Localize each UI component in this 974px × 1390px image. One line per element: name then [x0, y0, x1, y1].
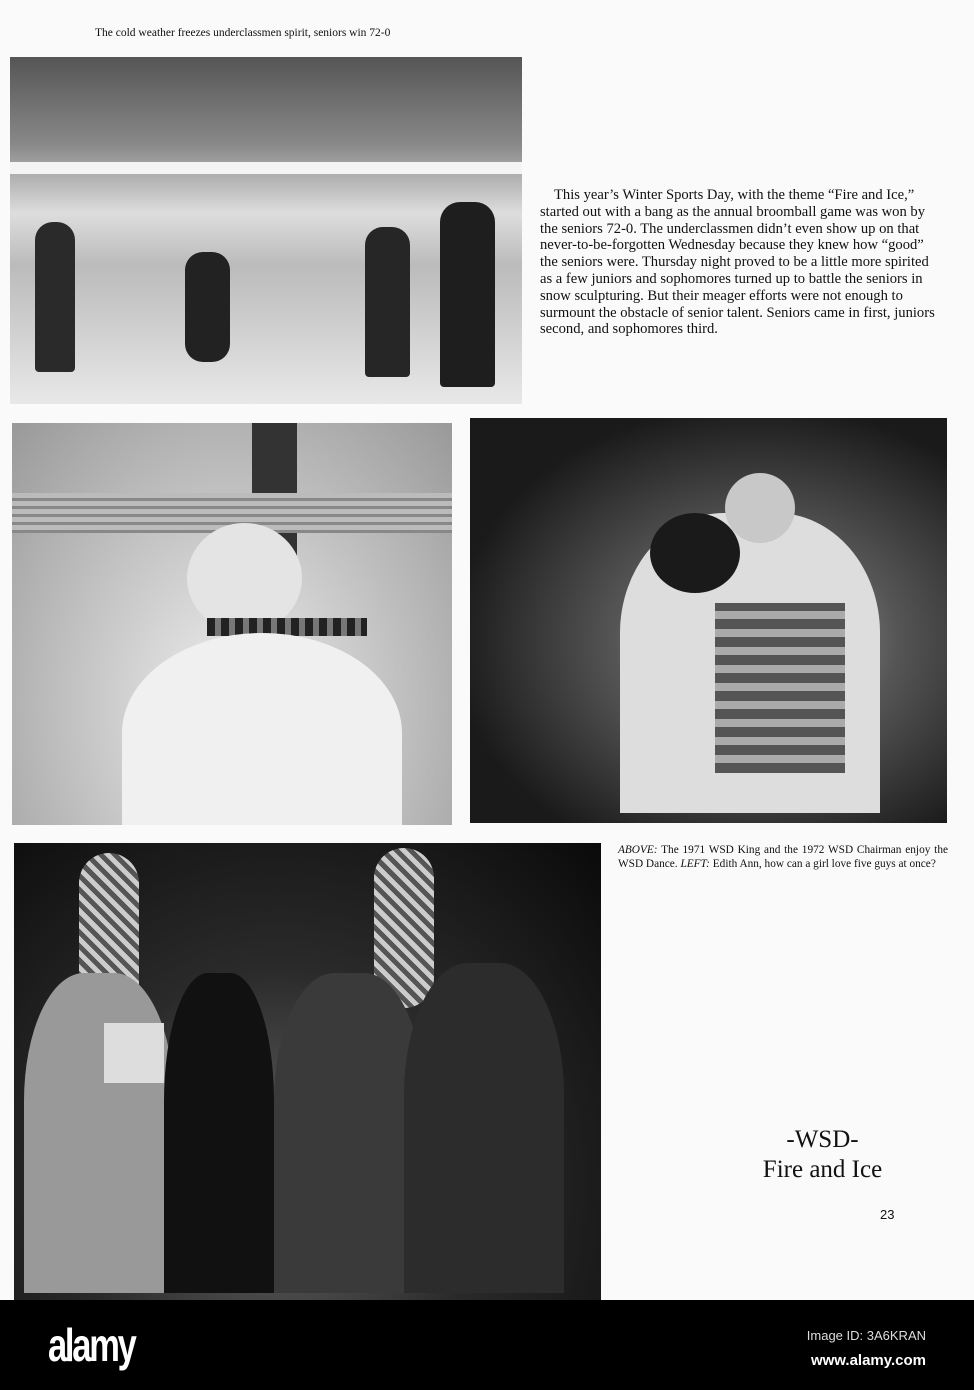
- photo-caption-top: The cold weather freezes underclassmen spirit, seniors win 72-0: [95, 27, 391, 39]
- caption-text-left: Edith Ann, how can a girl love five guys at once?: [709, 857, 936, 870]
- watermark-bar: [0, 1300, 974, 1390]
- watermark-url: www.alamy.com: [810, 1352, 926, 1369]
- caption-label-left: LEFT:: [680, 857, 710, 870]
- photo-wsd-dance: [470, 418, 947, 823]
- caption-label-above: ABOVE:: [618, 844, 658, 856]
- title-line-1: -WSD-: [786, 1126, 859, 1153]
- page-number: 23: [880, 1207, 895, 1222]
- title-line-2: Fire and Ice: [762, 1156, 883, 1183]
- photo-broomball-snow-shoveling: [10, 57, 522, 404]
- photo-caption-dance: [618, 844, 948, 871]
- article-body: This year’s Winter Sports Day, with the theme “Fire and Ice,” started out with a bang as the annual broomball game was won by the seniors 72-0. The underclassmen didn’t even show up on that never-to-be-forgotten Wednesday because they knew how “good” the seniors were. Thursday night proved to be a little more spirited as a few juniors and sophomores turned up to battle the seniors in snow sculpturing. But their meager efforts were not enough to surmount the obstacle of senior talent. Seniors came in first, juniors second, and sophomores third.: [540, 187, 935, 338]
- image-id: Image ID: 3A6KRAN: [806, 1328, 926, 1343]
- caption-text-above: The 1971 WSD King and the 1972 WSD Chairman enjoy the WSD Dance.: [618, 844, 948, 870]
- alamy-logo: alamy: [48, 1319, 135, 1371]
- photo-snow-sculpture: [12, 423, 452, 825]
- page-title: [700, 1125, 945, 1185]
- photo-five-guys: [14, 843, 601, 1300]
